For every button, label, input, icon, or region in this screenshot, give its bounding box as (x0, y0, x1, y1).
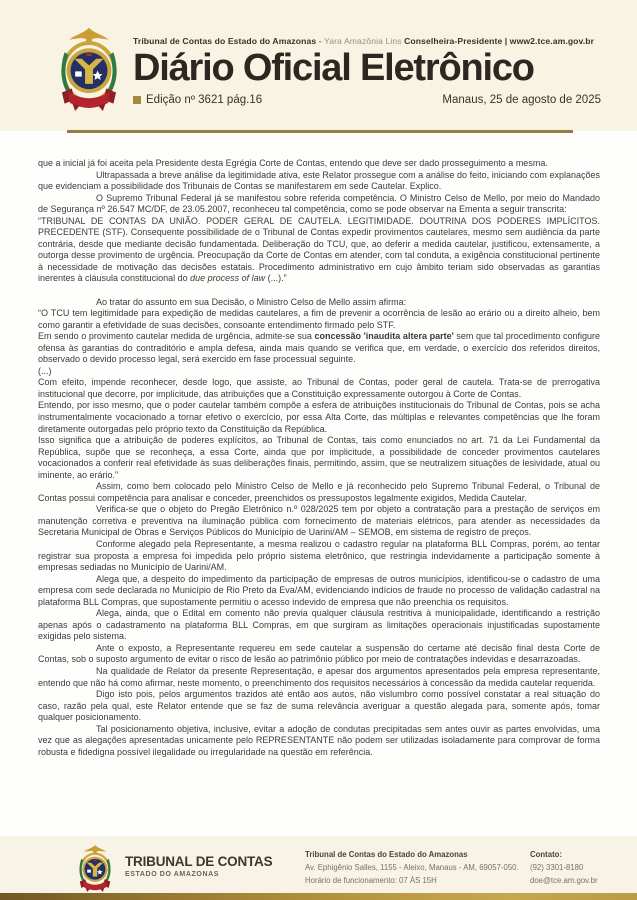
paragraph: Com efeito, impende reconhecer, desde logo, que assiste, ao Tribunal de Contas, poder geral de cautela. Trata-se de prerrogativa institucional que decorre, por implicitude, das atribuições que a Constituição expressamente outorgou à Corte de Contas. (38, 377, 600, 399)
page-footer (0, 836, 637, 893)
footer-contact-phone: (92) 3301-8180 (530, 863, 584, 872)
footer-contact-title: Contato: (530, 850, 563, 859)
edition-square-icon (133, 96, 141, 104)
paragraph: Na qualidade de Relator da presente Representação, e apesar dos argumentos apresentados pela empresa representante, entendo que não há como afirmar, neste momento, o preenchimento dos requisitos necessários à concessão da medida cautelar requerida. (38, 666, 600, 688)
masthead-president: Yara Amazônia Lins (324, 36, 402, 46)
tce-coat-of-arms-icon (56, 25, 122, 119)
masthead-separator: - (316, 36, 325, 46)
paragraph: Tal posicionamento objetiva, inclusive, evitar a adoção de condutas precipitadas sem antes ouvir as partes envolvidas, uma vez que as alegações apresentadas unicamente pelo REPRESENTANTE não podem ser utilizadas isoladamente para comprovar de forma robusta e fidedigna possível ilegalidade ou irregularidade na questão em referência. (38, 723, 600, 757)
masthead-line (133, 36, 601, 46)
paragraph: “TRIBUNAL DE CONTAS DA UNIÃO. PODER GERAL DE CAUTELA. LEGITIMIDADE. DOUTRINA DOS PODERES IMPLÍCITOS. PRECEDENTE (STF). Consequente possibilidade de o Tribunal de Contas expedir provimentos cautelares, mesmo sem audiência da parte contrária, desde que mediante decisão fundamentada. Deliberação do TCU, que, ao deferir a medida cautelar, justificou, extensamente, a outorga desse provimento de urgência. Preocupação da Corte de Contas em atender, com tal conduta, a exigência constitucional pertinente à necessidade de motivação das decisões estatais. Procedimento administrativo em cujo âmbito teriam sido observadas as garantias inerentes à cláusula constitucional do due process of law (...).” (38, 215, 600, 284)
footer-hours-line: Horário de funcionamento: 07 ÀS 15H (305, 876, 437, 885)
paragraph: Conforme alegado pela Representante, a mesma realizou o cadastro regular na plataforma BLL Compras, porém, ao tentar registrar sua proposta a empresa foi impedida pelo próprio sistema eletrônico, que restringia indevidamente a participação somente à empresas sediadas no Município de Uarini/AM. (38, 539, 600, 573)
footer-contact-column (530, 848, 598, 887)
paragraph: O Supremo Tribunal Federal já se manifestou sobre referida competência. O Ministro Celso de Mello, por meio do Mandado de Segurança nº 26.547 MC/DF, de 23.05.2007, reconheceu tal competência, como se pode observar na Ementa a seguir transcrita: (38, 192, 600, 215)
paragraph: Alega que, a despeito do impedimento da participação de empresas de outros municípios, identificou-se o cadastro de uma empresa com sede declarada no Município de Rio Preto da Eva/AM, evidenciando indícios de fraude no processo de validação cadastral na plataforma BLL Compras, que supostamente permitiu o acesso indevido de empresa que não preenchia os requisitos. (38, 573, 600, 607)
paragraph: Ultrapassada a breve análise da legitimidade ativa, este Relator prossegue com a análise do feito, iniciando com explanações que evidenciam a possibilidade dos Tribunais de Contas se manifestarem em sede Cautelar. Explico. (38, 169, 600, 192)
footer-address-column (305, 848, 530, 887)
masthead-text-block (133, 36, 601, 106)
footer-org-name: TRIBUNAL DE CONTAS (125, 854, 273, 869)
paragraph: Assim, como bem colocado pelo Ministro Celso de Mello e já reconhecido pelo Supremo Tribunal Federal, o Tribunal de Contas possui competência para analisar e conceder, preenchidos os pressupostos legalmente exigidos, Medida Cautelar. (38, 481, 600, 503)
paragraph: Ao tratar do assunto em sua Decisão, o Ministro Celso de Mello assim afirma: (96, 296, 407, 307)
edition-text: Edição nº 3621 pág.16 (146, 93, 263, 106)
footer-contact-email: doe@tce.am.gov.br (530, 876, 598, 885)
paragraph: Em sendo o provimento cautelar medida de urgência, admite-se sua concessão 'inaudita altera parte' sem que tal procedimento configure ofensa às garantias do contraditório e ampla defesa, ainda mais quando se verifica que, em verdade, o exercício dos referidos direitos, observado o devido processo legal, será exercido em fase processual seguinte. (38, 331, 600, 365)
masthead-role-url: Conselheira-Presidente | www2.tce.am.gov.br (404, 36, 595, 46)
footer-gold-bar (0, 893, 637, 900)
paragraph: Alega, ainda, que o Edital em comento não previa qualquer cláusula restritiva à municipalidade, identificando a restrição apenas após o cadastramento na plataforma BLL Compras, em que surgiram as limitações operacionais injustificadas supostamente exigidas pelo sistema. (38, 608, 600, 642)
paragraph: Verifica-se que o objeto do Pregão Eletrônico n.º 028/2025 tem por objeto a contratação para a prestação de serviços em manutenção corretiva e preventiva na iluminação pública com fornecimento de materiais elétricos, para atender as necessidades da Secretaria Municipal de Obras e Serviços Públicos do Município de Uarini/AM – SEMOB, em sistema de registro de preços. (38, 504, 600, 538)
edition-label (133, 94, 262, 106)
tce-coat-of-arms-small-icon (74, 844, 116, 896)
masthead-header (0, 0, 637, 131)
edition-date-row (133, 94, 601, 106)
paragraph: que a inicial já foi aceita pela Presidente desta Egrégia Corte de Contas, entendo que deve ser dado prosseguimento a mesma. (38, 158, 548, 168)
footer-org-block (125, 854, 275, 878)
footer-content (0, 836, 637, 896)
paragraph: (...) (38, 365, 52, 376)
paragraph: “O TCU tem legitimidade para expedição de medidas cautelares, a fim de prevenir a ocorrência de lesão ao erário ou a direito alheio, bem como garantir a efetividade de suas decisões, consoante entendimento firmado pelo STF. (38, 308, 600, 330)
paragraph: Digo isto pois, pelos argumentos trazidos até então aos autos, não vislumbro como possível constatar a real situação do caso, razão pela qual, este Relator entende que se faz de suma relevância averiguar a questão alegada para, somente após, tomar qualquer posicionamento. (38, 689, 600, 723)
publication-date: Manaus, 25 de agosto de 2025 (442, 93, 601, 106)
page-title: Diário Oficial Eletrônico (133, 47, 534, 89)
paragraph: Isso significa que a atribuição de poderes explícitos, ao Tribunal de Contas, tais como enunciados no art. 71 da Lei Fundamental da República, supõe que se reconheça, a essa Corte, ainda que por implicitude, a possibilidade de conceder provimentos cautelares vocacionados a conferir real efetividade às suas deliberações finais, permitindo, assim, que se neutralizem situações de lesividade, atual ou iminente, ao erário.” (38, 435, 600, 480)
footer-org-subtitle: ESTADO DO AMAZONAS (125, 871, 220, 878)
paragraph: Ante o exposto, a Representante requereu em sede cautelar a suspensão do certame até decisão final desta Corte de Contas, sob o suposto argumento de evitar o risco de lesão ao patrimônio público por meio de contratações indevidas e desarrazoadas. (38, 642, 600, 665)
paragraph: Entendo, por isso mesmo, que o poder cautelar também compõe a esfera de atribuições institucionais do Tribunal de Contas, pois se acha instrumentalmente vocacionado a tornar efetivo o exercício, por essa Alta Corte, das múltiplas e relevantes competências que lhe foram diretamente outorgadas pelo próprio texto da Constituição da República. (38, 400, 600, 434)
document-body (0, 131, 637, 758)
footer-address-title: Tribunal de Contas do Estado do Amazonas (305, 850, 468, 859)
footer-address-line: Av. Ephigênio Salles, 1155 - Aleixo, Manaus - AM, 69057-050. (305, 863, 519, 872)
masthead-org: Tribunal de Contas do Estado do Amazonas (133, 36, 317, 46)
